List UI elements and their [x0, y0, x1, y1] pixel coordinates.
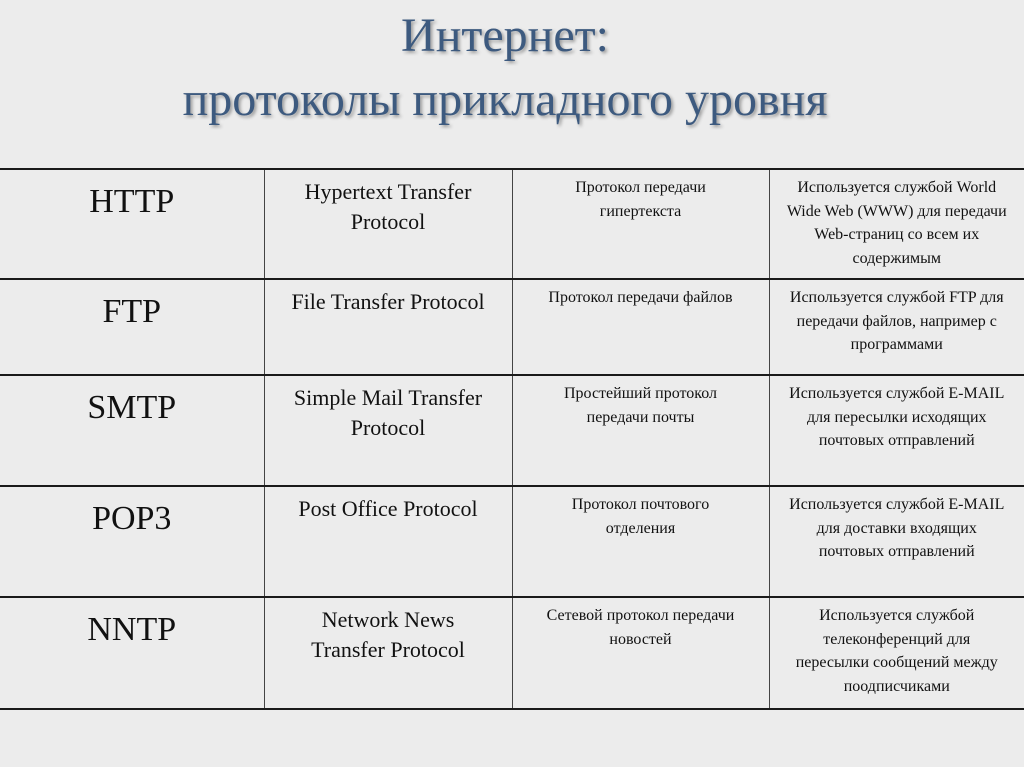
- protocol-usage: Используется службой World Wide Web (WWW) для передачи Web-страниц со всем их содержимым: [786, 179, 1007, 267]
- protocol-full-name: File Transfer Protocol: [291, 289, 485, 314]
- protocol-abbr: NNTP: [87, 611, 177, 648]
- protocol-translation: Протокол передачи файлов: [548, 289, 733, 306]
- protocol-abbr: POP3: [92, 500, 172, 537]
- title-line-2: протоколы прикладного уровня: [182, 73, 828, 126]
- table-row: [0, 169, 1024, 279]
- protocol-translation: Протокол почтового отделения: [571, 496, 710, 537]
- title-line-1: Интернет:: [401, 9, 609, 62]
- table-row: [0, 597, 1024, 709]
- protocol-abbr: HTTP: [89, 183, 175, 220]
- protocol-usage: Используется службой E-MAIL для доставки входящих почтовых отправлений: [789, 496, 1005, 560]
- protocol-abbr: SMTP: [87, 389, 177, 426]
- protocol-translation: Протокол передачи гипертекста: [575, 179, 706, 220]
- protocol-abbr: FTP: [102, 293, 162, 330]
- protocols-table: [0, 168, 1024, 710]
- table-row: [0, 375, 1024, 486]
- protocol-translation: Простейший протокол передачи почты: [563, 385, 718, 426]
- table-row: [0, 279, 1024, 375]
- protocol-full-name: Hypertext Transfer Protocol: [304, 179, 472, 234]
- table-row: [0, 486, 1024, 597]
- protocol-translation: Сетевой протокол передачи новостей: [546, 607, 735, 648]
- protocol-usage: Используется службой FTP для передачи файлов, например с программами: [789, 289, 1004, 353]
- protocol-full-name: Simple Mail Transfer Protocol: [293, 385, 483, 440]
- protocol-usage: Используется службой телеконференций для пересылки сообщений между поодписчиками: [795, 607, 998, 695]
- slide-title: [0, 4, 1010, 132]
- protocol-usage: Используется службой E-MAIL для пересылки исходящих почтовых отправлений: [789, 385, 1005, 449]
- protocol-full-name: Network News Transfer Protocol: [311, 607, 465, 662]
- protocol-full-name: Post Office Protocol: [298, 496, 478, 521]
